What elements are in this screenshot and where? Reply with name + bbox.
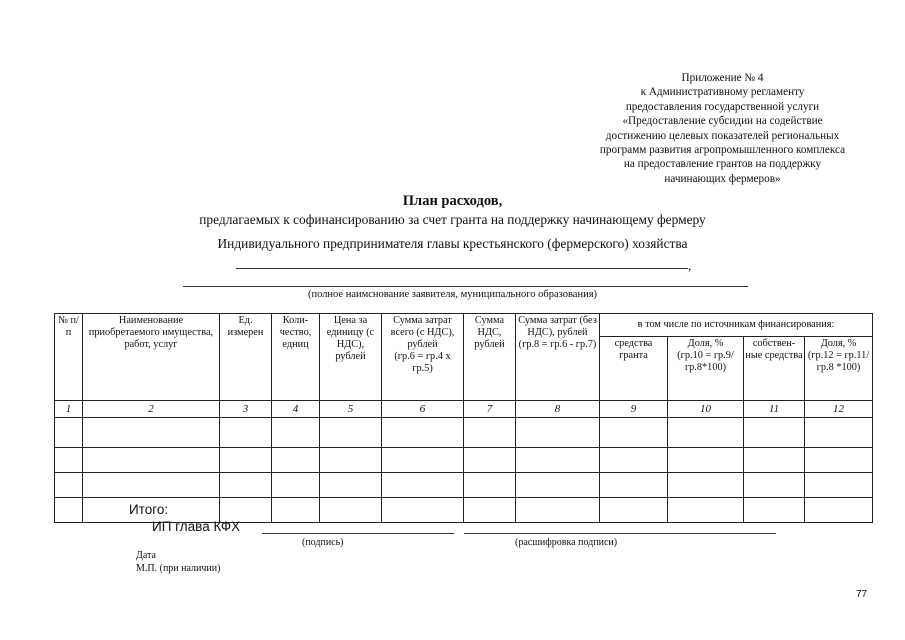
table-cell[interactable] [600, 498, 668, 523]
table-cell[interactable] [744, 498, 805, 523]
table-cell[interactable] [805, 473, 873, 498]
table-cell[interactable] [464, 473, 516, 498]
column-number-row [55, 401, 873, 418]
table-cell[interactable] [668, 498, 744, 523]
document-title: План расходов, [402, 193, 503, 209]
header-own-share-note: (гр.12 = гр.11/гр.8 *100) [807, 350, 870, 373]
header-sum-total [382, 314, 464, 401]
table-cell[interactable] [220, 473, 272, 498]
table-row [55, 473, 873, 498]
table-cell[interactable] [516, 498, 600, 523]
table-cell[interactable] [272, 448, 320, 473]
table-cell[interactable] [382, 418, 464, 448]
appendix-line: на предоставление грантов на поддержку [623, 158, 822, 171]
signature-caption: (подпись) [302, 537, 344, 548]
header-sum-no-vat [516, 314, 600, 401]
table-cell[interactable] [600, 448, 668, 473]
table-row [55, 418, 873, 448]
transcript-line[interactable] [464, 533, 776, 534]
table-cell[interactable] [55, 473, 83, 498]
header-sum-no-vat-note: (гр.8 = гр.6 - гр.7) [518, 339, 597, 350]
header-sources: в том числе по источникам финансирования: [600, 314, 873, 337]
header-unit: Ед. измерен [220, 314, 272, 401]
table-cell[interactable] [805, 498, 873, 523]
header-vat: Сумма НДС, рублей [464, 314, 516, 401]
table-cell[interactable] [320, 498, 382, 523]
header-row [55, 314, 873, 337]
header-grant-share-note: (гр.10 = гр.9/гр.8*100) [677, 350, 734, 373]
transcript-caption: (расшифровка подписи) [515, 537, 618, 548]
header-grant-share-label: Доля, % [687, 338, 724, 349]
column-number: 11 [744, 401, 805, 418]
table-cell[interactable] [320, 473, 382, 498]
appendix-line: «Предоставление субсидии на содействие [622, 115, 823, 128]
column-number: 3 [220, 401, 272, 418]
applicant-address-line [183, 286, 748, 287]
header-no: № п/п [55, 314, 83, 401]
date-label: Дата [136, 550, 156, 561]
column-number: 8 [516, 401, 600, 418]
table-cell[interactable] [55, 498, 83, 523]
header-own-share [805, 337, 873, 401]
appendix-block [570, 71, 875, 186]
table-row [55, 448, 873, 473]
table-cell[interactable] [83, 418, 220, 448]
table-cell[interactable] [464, 448, 516, 473]
table-cell[interactable] [668, 473, 744, 498]
signature-label: ИП глава КФХ [152, 519, 241, 534]
stamp-label: М.П. (при наличии) [136, 563, 221, 574]
expense-plan-table [54, 313, 873, 523]
header-sum-total-note: (гр.6 = гр.4 х гр.5) [394, 351, 451, 374]
table-cell[interactable] [805, 418, 873, 448]
applicant-caption: (полное наимснование заявителя, муниципального образования) [307, 289, 598, 300]
appendix-line: Приложение № 4 [681, 72, 764, 84]
page-number: 77 [856, 589, 868, 600]
header-own: собствен-ные средства [744, 337, 805, 401]
table-cell[interactable] [516, 473, 600, 498]
table-cell[interactable] [55, 418, 83, 448]
appendix-line: начинающих фермеров» [664, 172, 781, 185]
table-cell[interactable] [668, 418, 744, 448]
document-subtitle: предлагаемых к софинансированию за счет гранта на поддержку начинающему фермеру [199, 212, 706, 227]
column-number: 2 [83, 401, 220, 418]
table-cell[interactable] [516, 448, 600, 473]
table-cell[interactable] [272, 498, 320, 523]
column-number: 10 [668, 401, 744, 418]
table-cell[interactable] [382, 498, 464, 523]
table-cell[interactable] [220, 418, 272, 448]
table-cell[interactable] [320, 418, 382, 448]
document-subject: Индивидуального предпринимателя главы крестьянского (фермерского) хозяйства [217, 236, 688, 251]
table-cell[interactable] [744, 473, 805, 498]
header-own-share-label: Доля, % [820, 338, 857, 349]
table-cell[interactable] [516, 418, 600, 448]
table-cell[interactable] [220, 448, 272, 473]
applicant-name-line [236, 268, 688, 269]
table-cell[interactable] [83, 448, 220, 473]
table-cell[interactable] [382, 448, 464, 473]
appendix-line: к Административному регламенту [640, 86, 805, 99]
header-price: Цена за единицу (с НДС), рублей [320, 314, 382, 401]
header-sum-no-vat-label: Сумма затрат (без НДС), рублей [518, 315, 597, 338]
column-number: 1 [55, 401, 83, 418]
column-number: 9 [600, 401, 668, 418]
header-grant: средства гранта [600, 337, 668, 401]
signature-line[interactable] [262, 533, 454, 534]
table-cell[interactable] [600, 418, 668, 448]
table-cell[interactable] [320, 448, 382, 473]
header-qty: Коли-чество, едниц [272, 314, 320, 401]
applicant-comma: , [688, 258, 692, 273]
table-cell[interactable] [55, 448, 83, 473]
table-cell[interactable] [272, 418, 320, 448]
header-sum-total-label: Сумма затрат всего (с НДС), рублей [390, 315, 455, 350]
column-number: 12 [805, 401, 873, 418]
appendix-line: достижению целевых показателей региональных [605, 129, 840, 142]
table-cell[interactable] [805, 448, 873, 473]
table-cell[interactable] [83, 473, 220, 498]
column-number: 6 [382, 401, 464, 418]
table-cell[interactable] [382, 473, 464, 498]
table-cell[interactable] [600, 473, 668, 498]
column-number: 7 [464, 401, 516, 418]
appendix-line: программ развития агропромышленного комплекса [599, 144, 846, 157]
table-cell[interactable] [668, 448, 744, 473]
column-number: 4 [272, 401, 320, 418]
table-cell[interactable] [272, 473, 320, 498]
table-cell[interactable] [744, 448, 805, 473]
header-grant-share [668, 337, 744, 401]
total-label: Итого: [83, 498, 220, 523]
column-number: 5 [320, 401, 382, 418]
table-cell[interactable] [464, 498, 516, 523]
table-cell[interactable] [744, 418, 805, 448]
appendix-line: предоставления государственной услуги [625, 100, 820, 113]
header-name: Наименование приобретаемого имущества, работ, услуг [83, 314, 220, 401]
table-cell[interactable] [464, 418, 516, 448]
date-block [136, 549, 220, 575]
